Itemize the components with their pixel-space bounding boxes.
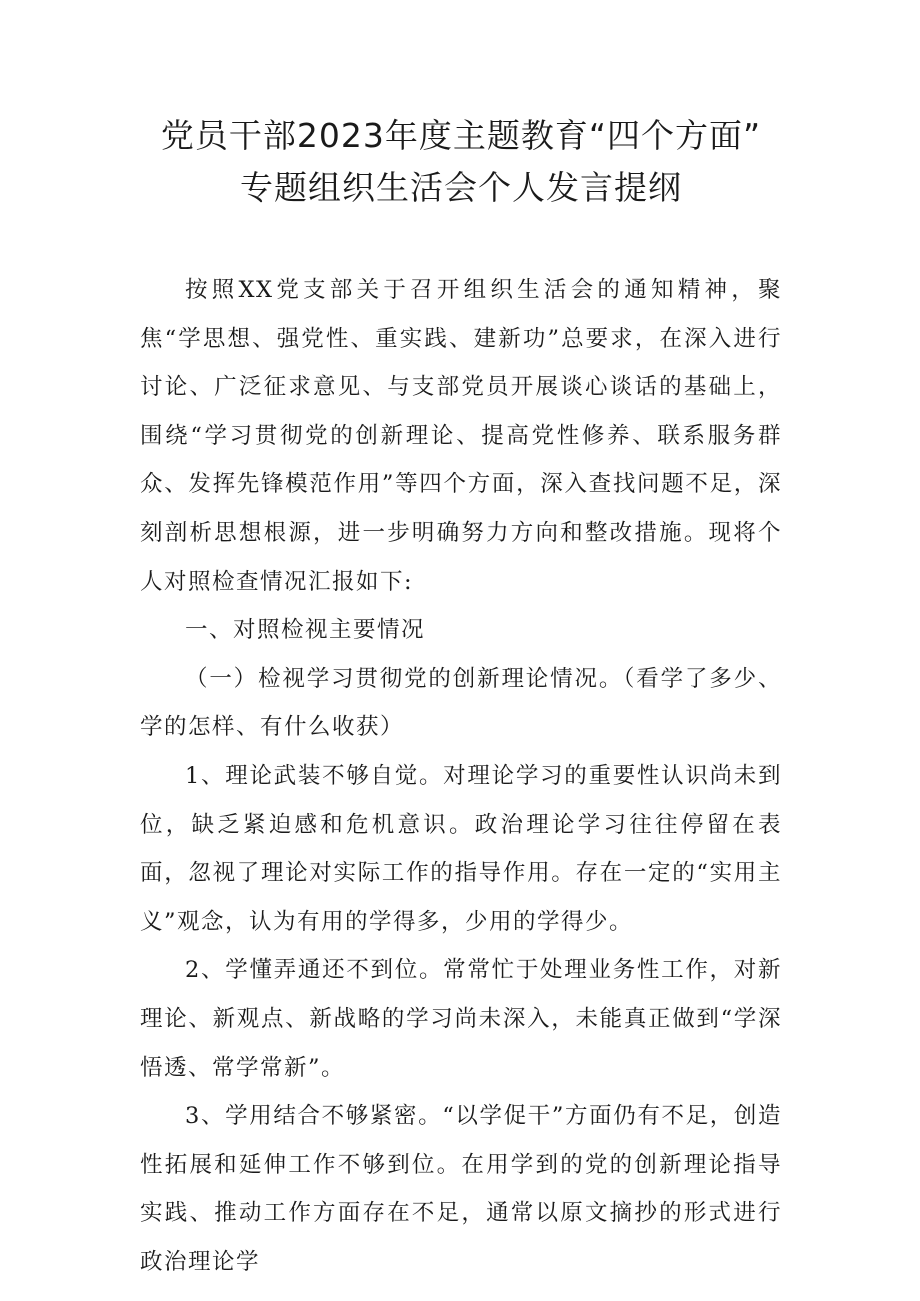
subsection-heading-1: （一）检视学习贯彻党的创新理论情况。（看学了多少、学的怎样、有什么收获）	[140, 665, 782, 741]
item-paragraph-3: 3、学用结合不够紧密。“以学促干”方面仍有不足，创造性拓展和延伸工作不够到位。在用学到的党的创新理论指导实践、推动工作方面存在不足，通常以原文摘抄的形式进行政治理论学	[140, 1103, 782, 1275]
item-paragraph-1: 1、理论武装不够自觉。对理论学习的重要性认识尚未到位，缺乏紧迫感和危机意识。政治理论学习往往停留在表面，忽视了理论对实际工作的指导作用。存在一定的“实用主义”观念，认为有用的学得多，少用的学得少。	[140, 762, 782, 935]
section-heading-1: 一、对照检视主要情况	[185, 617, 426, 644]
title-line-2: 专题组织生活会个人发言提纲	[240, 168, 682, 207]
title-line-1: 党员干部2023年度主题教育“四个方面”	[160, 116, 762, 155]
document-body	[140, 266, 782, 1286]
intro-paragraph: 按照XX党支部关于召开组织生活会的通知精神，聚焦“学思想、强党性、重实践、建新功”总要求，在深入进行讨论、广泛征求意见、与支部党员开展谈心谈话的基础上，围绕“学习贯彻党的创新理论、提高党性修养、联系服务群众、发挥先锋模范作用”等四个方面，深入查找问题不足，深刻剖析思想根源，进一步明确努力方向和整改措施。现将个人对照检查情况汇报如下:	[140, 277, 782, 595]
item-paragraph-2: 2、学懂弄通还不到位。常常忙于处理业务性工作，对新理论、新观点、新战略的学习尚未深入，未能真正做到“学深悟透、常学常新”。	[140, 957, 782, 1081]
document-title	[140, 110, 782, 214]
